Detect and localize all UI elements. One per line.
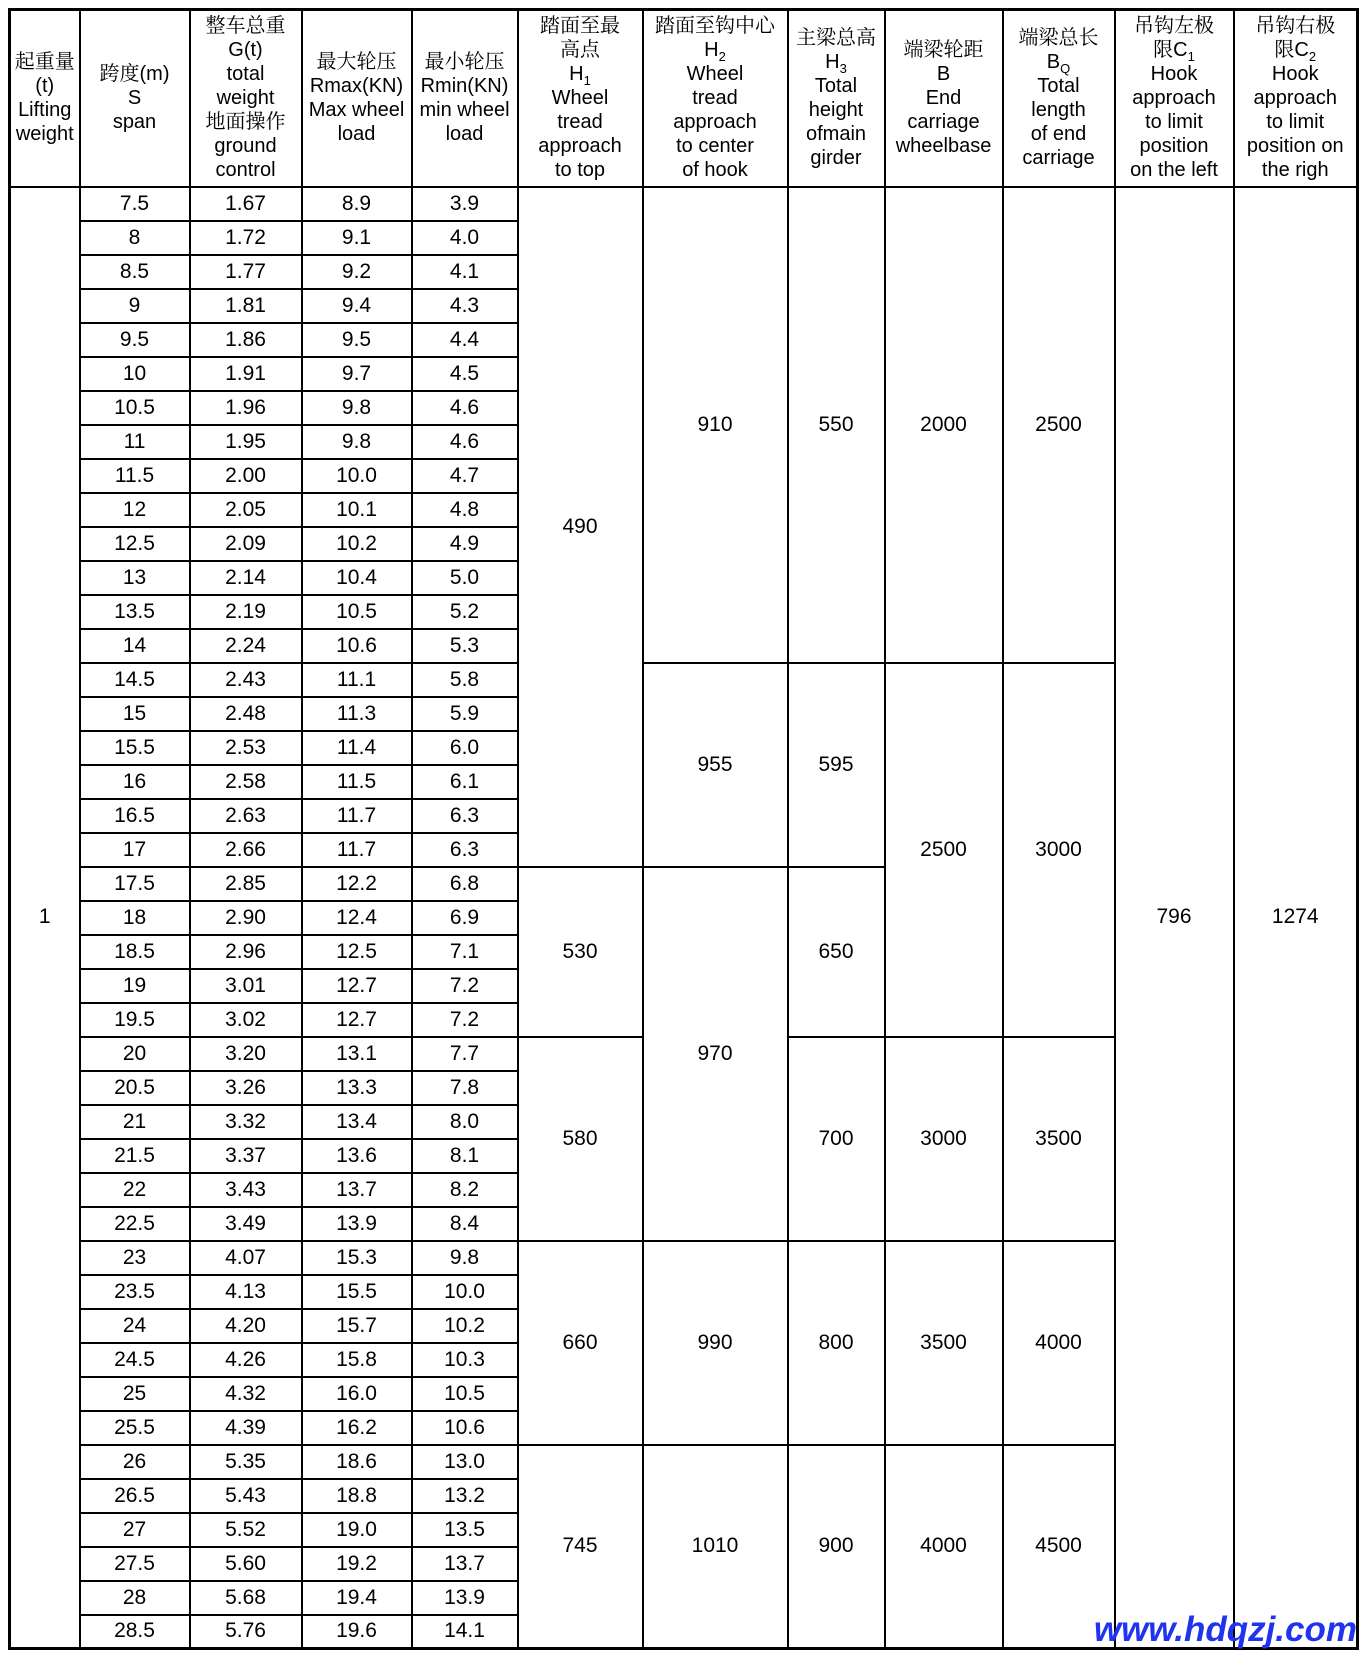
table-body — [10, 187, 1358, 1649]
cell-total-weight: 5.60 — [190, 1547, 302, 1581]
cell-rmax: 12.7 — [302, 1003, 412, 1037]
cell-c1: 796 — [1115, 187, 1234, 1649]
cell-b: 3500 — [885, 1241, 1003, 1445]
cell-rmin: 10.0 — [412, 1275, 518, 1309]
cell-h2: 910 — [643, 187, 788, 663]
cell-total-weight: 2.19 — [190, 595, 302, 629]
column-header-h3: 主梁总高 $H_3$ Total height ofmain girder — [788, 10, 885, 187]
cell-rmax: 10.1 — [302, 493, 412, 527]
cell-span: 10 — [80, 357, 190, 391]
cell-h1: 580 — [518, 1037, 643, 1241]
cell-span: 24.5 — [80, 1343, 190, 1377]
cell-total-weight: 2.90 — [190, 901, 302, 935]
cell-rmax: 12.5 — [302, 935, 412, 969]
cell-rmin: 6.8 — [412, 867, 518, 901]
cell-rmin: 3.9 — [412, 187, 518, 221]
cell-rmax: 15.8 — [302, 1343, 412, 1377]
cell-rmin: 14.1 — [412, 1615, 518, 1649]
cell-rmax: 12.7 — [302, 969, 412, 1003]
cell-rmin: 13.2 — [412, 1479, 518, 1513]
cell-total-weight: 5.76 — [190, 1615, 302, 1649]
cell-b: 2500 — [885, 663, 1003, 1037]
cell-span: 22.5 — [80, 1207, 190, 1241]
table-row — [10, 187, 1358, 221]
column-header-min-wheel-load: 最小轮压 Rmin(KN) min wheel load — [412, 10, 518, 187]
cell-total-weight: 3.37 — [190, 1139, 302, 1173]
cell-rmax: 11.7 — [302, 799, 412, 833]
cell-span: 23 — [80, 1241, 190, 1275]
cell-total-weight: 1.77 — [190, 255, 302, 289]
cell-rmax: 13.3 — [302, 1071, 412, 1105]
cell-total-weight: 5.35 — [190, 1445, 302, 1479]
cell-total-weight: 2.63 — [190, 799, 302, 833]
cell-span: 8.5 — [80, 255, 190, 289]
cell-rmin: 8.2 — [412, 1173, 518, 1207]
cell-rmax: 9.1 — [302, 221, 412, 255]
cell-rmax: 18.8 — [302, 1479, 412, 1513]
cell-span: 14.5 — [80, 663, 190, 697]
cell-rmax: 10.5 — [302, 595, 412, 629]
cell-total-weight: 4.13 — [190, 1275, 302, 1309]
cell-rmax: 10.6 — [302, 629, 412, 663]
cell-rmin: 4.3 — [412, 289, 518, 323]
cell-rmax: 10.4 — [302, 561, 412, 595]
cell-span: 25 — [80, 1377, 190, 1411]
cell-rmax: 13.9 — [302, 1207, 412, 1241]
cell-rmin: 4.6 — [412, 391, 518, 425]
cell-rmin: 8.1 — [412, 1139, 518, 1173]
cell-rmax: 9.8 — [302, 425, 412, 459]
cell-total-weight: 3.20 — [190, 1037, 302, 1071]
cell-rmin: 10.6 — [412, 1411, 518, 1445]
cell-rmax: 10.2 — [302, 527, 412, 561]
cell-rmin: 4.4 — [412, 323, 518, 357]
cell-rmin: 4.0 — [412, 221, 518, 255]
cell-bq: 4500 — [1003, 1445, 1115, 1649]
cell-rmin: 6.1 — [412, 765, 518, 799]
cell-rmax: 9.5 — [302, 323, 412, 357]
cell-span: 10.5 — [80, 391, 190, 425]
cell-h2: 955 — [643, 663, 788, 867]
cell-span: 8 — [80, 221, 190, 255]
cell-span: 7.5 — [80, 187, 190, 221]
cell-rmin: 13.0 — [412, 1445, 518, 1479]
cell-h2: 990 — [643, 1241, 788, 1445]
cell-rmax: 9.2 — [302, 255, 412, 289]
column-header-h1: 踏面至最 高点 $H_1$ Wheel tread approach to top — [518, 10, 643, 187]
cell-total-weight: 3.01 — [190, 969, 302, 1003]
cell-rmin: 4.6 — [412, 425, 518, 459]
cell-rmax: 16.2 — [302, 1411, 412, 1445]
cell-span: 27.5 — [80, 1547, 190, 1581]
cell-rmin: 7.8 — [412, 1071, 518, 1105]
column-header-max-wheel-load: 最大轮压 Rmax(KN) Max wheel load — [302, 10, 412, 187]
cell-span: 13 — [80, 561, 190, 595]
cell-rmin: 10.5 — [412, 1377, 518, 1411]
cell-total-weight: 5.68 — [190, 1581, 302, 1615]
cell-total-weight: 3.26 — [190, 1071, 302, 1105]
watermark-url: www.hdqzj.com — [1093, 1610, 1357, 1649]
cell-span: 26.5 — [80, 1479, 190, 1513]
cell-rmax: 11.7 — [302, 833, 412, 867]
column-header-b: 端梁轮距 B End carriage wheelbase — [885, 10, 1003, 187]
cell-rmax: 16.0 — [302, 1377, 412, 1411]
cell-total-weight: 1.81 — [190, 289, 302, 323]
cell-rmin: 10.3 — [412, 1343, 518, 1377]
column-header-span: 跨度(m) S span — [80, 10, 190, 187]
crane-spec-table — [8, 8, 1359, 1650]
cell-span: 17 — [80, 833, 190, 867]
cell-span: 19 — [80, 969, 190, 1003]
cell-total-weight: 2.66 — [190, 833, 302, 867]
cell-span: 12.5 — [80, 527, 190, 561]
cell-rmin: 13.7 — [412, 1547, 518, 1581]
cell-total-weight: 1.67 — [190, 187, 302, 221]
cell-span: 11 — [80, 425, 190, 459]
cell-total-weight: 5.43 — [190, 1479, 302, 1513]
cell-rmin: 6.3 — [412, 799, 518, 833]
cell-h3: 650 — [788, 867, 885, 1037]
cell-rmin: 13.5 — [412, 1513, 518, 1547]
cell-rmax: 13.4 — [302, 1105, 412, 1139]
cell-h2: 970 — [643, 867, 788, 1241]
cell-span: 24 — [80, 1309, 190, 1343]
cell-total-weight: 2.09 — [190, 527, 302, 561]
cell-span: 20.5 — [80, 1071, 190, 1105]
cell-rmax: 19.4 — [302, 1581, 412, 1615]
cell-total-weight: 2.24 — [190, 629, 302, 663]
cell-bq: 3000 — [1003, 663, 1115, 1037]
cell-rmax: 9.7 — [302, 357, 412, 391]
cell-span: 9.5 — [80, 323, 190, 357]
cell-total-weight: 1.86 — [190, 323, 302, 357]
cell-rmin: 7.2 — [412, 1003, 518, 1037]
cell-rmax: 18.6 — [302, 1445, 412, 1479]
cell-bq: 2500 — [1003, 187, 1115, 663]
cell-rmax: 12.4 — [302, 901, 412, 935]
cell-span: 12 — [80, 493, 190, 527]
cell-rmax: 11.4 — [302, 731, 412, 765]
cell-span: 15.5 — [80, 731, 190, 765]
cell-rmin: 5.8 — [412, 663, 518, 697]
cell-b: 4000 — [885, 1445, 1003, 1649]
cell-span: 21.5 — [80, 1139, 190, 1173]
cell-h1: 745 — [518, 1445, 643, 1649]
column-header-c1: 吊钩左极 限$C_1$ Hook approach to limit position on the left — [1115, 10, 1234, 187]
cell-c2: 1274 — [1234, 187, 1358, 1649]
cell-rmax: 12.2 — [302, 867, 412, 901]
cell-rmax: 19.0 — [302, 1513, 412, 1547]
cell-rmin: 4.5 — [412, 357, 518, 391]
cell-rmax: 13.1 — [302, 1037, 412, 1071]
cell-rmin: 6.9 — [412, 901, 518, 935]
cell-rmax: 9.4 — [302, 289, 412, 323]
cell-rmin: 9.8 — [412, 1241, 518, 1275]
cell-total-weight: 2.14 — [190, 561, 302, 595]
cell-total-weight: 4.20 — [190, 1309, 302, 1343]
column-header-lifting-weight: 起重量 (t) Lifting weight — [10, 10, 80, 187]
cell-rmin: 4.8 — [412, 493, 518, 527]
cell-rmax: 9.8 — [302, 391, 412, 425]
cell-rmin: 4.7 — [412, 459, 518, 493]
cell-rmin: 6.3 — [412, 833, 518, 867]
cell-span: 28.5 — [80, 1615, 190, 1649]
cell-span: 18 — [80, 901, 190, 935]
cell-total-weight: 5.52 — [190, 1513, 302, 1547]
cell-total-weight: 2.96 — [190, 935, 302, 969]
cell-rmax: 11.1 — [302, 663, 412, 697]
cell-total-weight: 2.58 — [190, 765, 302, 799]
column-header-bq: 端梁总长 $B_Q$ Total length of end carriage — [1003, 10, 1115, 187]
cell-rmax: 15.3 — [302, 1241, 412, 1275]
cell-span: 17.5 — [80, 867, 190, 901]
cell-total-weight: 2.48 — [190, 697, 302, 731]
cell-total-weight: 3.32 — [190, 1105, 302, 1139]
cell-total-weight: 2.00 — [190, 459, 302, 493]
cell-b: 2000 — [885, 187, 1003, 663]
cell-rmin: 7.7 — [412, 1037, 518, 1071]
cell-h3: 550 — [788, 187, 885, 663]
cell-total-weight: 4.32 — [190, 1377, 302, 1411]
cell-rmin: 4.1 — [412, 255, 518, 289]
cell-h2: 1010 — [643, 1445, 788, 1649]
column-header-c2: 吊钩右极 限$C_2$ Hook approach to limit position on the righ — [1234, 10, 1358, 187]
cell-total-weight: 2.85 — [190, 867, 302, 901]
cell-total-weight: 1.95 — [190, 425, 302, 459]
cell-rmax: 13.6 — [302, 1139, 412, 1173]
cell-rmin: 7.2 — [412, 969, 518, 1003]
cell-total-weight: 4.07 — [190, 1241, 302, 1275]
cell-rmin: 8.4 — [412, 1207, 518, 1241]
cell-b: 3000 — [885, 1037, 1003, 1241]
cell-rmin: 5.2 — [412, 595, 518, 629]
column-header-total-weight: 整车总重 G(t) total weight 地面操作 ground control — [190, 10, 302, 187]
cell-span: 16.5 — [80, 799, 190, 833]
cell-h3: 595 — [788, 663, 885, 867]
cell-total-weight: 1.72 — [190, 221, 302, 255]
cell-span: 23.5 — [80, 1275, 190, 1309]
cell-rmin: 6.0 — [412, 731, 518, 765]
cell-total-weight: 2.53 — [190, 731, 302, 765]
cell-total-weight: 4.39 — [190, 1411, 302, 1445]
cell-span: 27 — [80, 1513, 190, 1547]
table-header — [10, 10, 1358, 187]
cell-span: 19.5 — [80, 1003, 190, 1037]
cell-total-weight: 3.02 — [190, 1003, 302, 1037]
cell-span: 11.5 — [80, 459, 190, 493]
cell-h1: 530 — [518, 867, 643, 1037]
cell-total-weight: 2.05 — [190, 493, 302, 527]
cell-bq: 4000 — [1003, 1241, 1115, 1445]
cell-span: 28 — [80, 1581, 190, 1615]
header-row — [10, 10, 1358, 187]
cell-lifting-weight: 1 — [10, 187, 80, 1649]
cell-rmin: 13.9 — [412, 1581, 518, 1615]
cell-span: 16 — [80, 765, 190, 799]
cell-span: 14 — [80, 629, 190, 663]
cell-h3: 900 — [788, 1445, 885, 1649]
cell-bq: 3500 — [1003, 1037, 1115, 1241]
cell-span: 21 — [80, 1105, 190, 1139]
cell-total-weight: 1.96 — [190, 391, 302, 425]
cell-total-weight: 3.49 — [190, 1207, 302, 1241]
cell-rmin: 4.9 — [412, 527, 518, 561]
cell-rmax: 19.2 — [302, 1547, 412, 1581]
cell-rmax: 11.5 — [302, 765, 412, 799]
cell-h1: 660 — [518, 1241, 643, 1445]
cell-rmax: 15.5 — [302, 1275, 412, 1309]
cell-rmax: 15.7 — [302, 1309, 412, 1343]
cell-rmin: 5.0 — [412, 561, 518, 595]
cell-rmin: 10.2 — [412, 1309, 518, 1343]
cell-total-weight: 2.43 — [190, 663, 302, 697]
cell-rmax: 13.7 — [302, 1173, 412, 1207]
cell-span: 13.5 — [80, 595, 190, 629]
cell-span: 18.5 — [80, 935, 190, 969]
cell-total-weight: 4.26 — [190, 1343, 302, 1377]
cell-span: 22 — [80, 1173, 190, 1207]
cell-rmax: 8.9 — [302, 187, 412, 221]
cell-span: 15 — [80, 697, 190, 731]
cell-span: 26 — [80, 1445, 190, 1479]
column-header-h2: 踏面至钩中心 $H_2$ Wheel tread approach to center of hook — [643, 10, 788, 187]
cell-span: 20 — [80, 1037, 190, 1071]
cell-total-weight: 3.43 — [190, 1173, 302, 1207]
cell-h1: 490 — [518, 187, 643, 867]
cell-rmin: 5.3 — [412, 629, 518, 663]
cell-rmin: 8.0 — [412, 1105, 518, 1139]
cell-span: 9 — [80, 289, 190, 323]
cell-total-weight: 1.91 — [190, 357, 302, 391]
cell-rmin: 5.9 — [412, 697, 518, 731]
cell-h3: 700 — [788, 1037, 885, 1241]
cell-rmin: 7.1 — [412, 935, 518, 969]
cell-h3: 800 — [788, 1241, 885, 1445]
cell-rmax: 19.6 — [302, 1615, 412, 1649]
cell-span: 25.5 — [80, 1411, 190, 1445]
cell-rmax: 11.3 — [302, 697, 412, 731]
cell-rmax: 10.0 — [302, 459, 412, 493]
